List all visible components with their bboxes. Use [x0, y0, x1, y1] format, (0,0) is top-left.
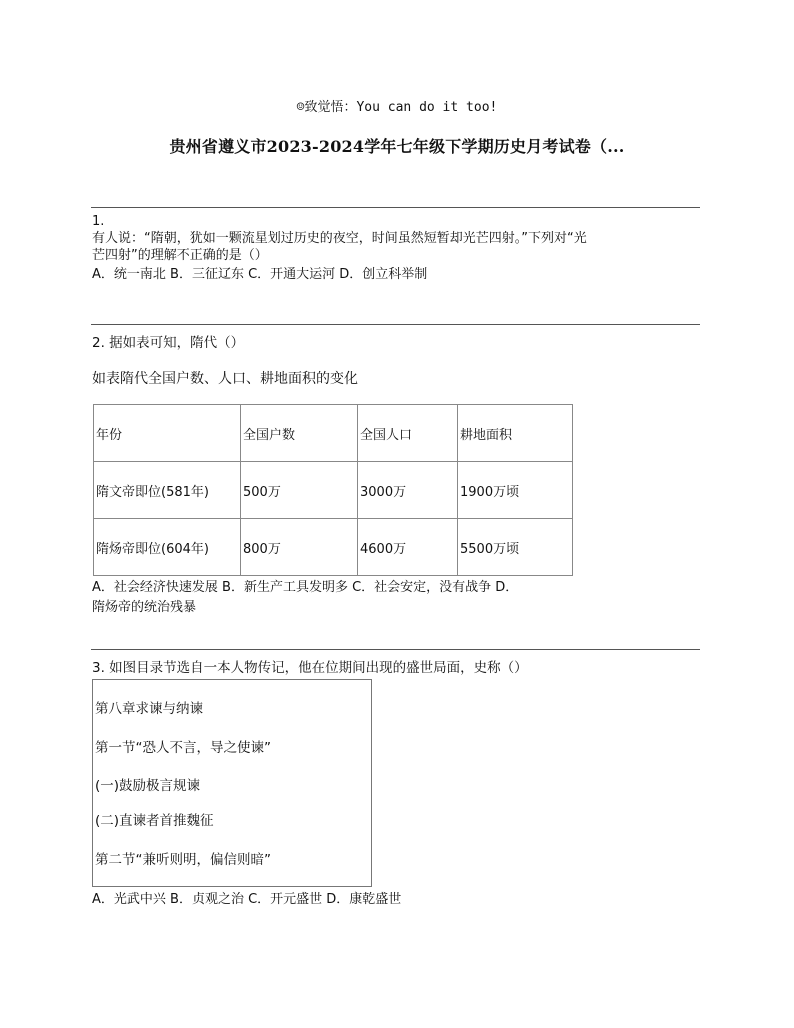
question-divider	[91, 207, 700, 208]
table-cell: 1900万顷	[458, 462, 573, 519]
table-cell: 800万	[241, 519, 358, 576]
toc-line: 第一节“恐人不言，导之使谏”	[95, 740, 271, 756]
page-header-motto: ☺致觉悟：You can do it too!	[296, 100, 498, 115]
table-header-cell: 耕地面积	[458, 405, 573, 462]
table-row	[94, 462, 573, 519]
table-caption: 如表隋代全国户数、人口、耕地面积的变化	[92, 371, 358, 387]
table-of-contents-excerpt	[92, 679, 372, 887]
question-1	[92, 213, 700, 283]
table-row	[94, 519, 573, 576]
table-cell: 500万	[241, 462, 358, 519]
table-cell: 隋炀帝即位(604年)	[94, 519, 241, 576]
toc-line: (一)鼓励极言规谏	[95, 778, 201, 794]
table-header-cell: 全国人口	[358, 405, 458, 462]
question-stem: 有人说：“隋朝，犹如一颗流星划过历史的夜空，时间虽然短暂却光芒四射。”下列对“光	[92, 231, 587, 246]
question-divider	[91, 649, 700, 650]
answer-options	[92, 578, 592, 618]
data-table	[93, 404, 573, 576]
table-header-cell: 年份	[94, 405, 241, 462]
toc-line: (二)直谏者首推魏征	[95, 813, 214, 829]
answer-options: A．光武中兴 B．贞观之治 C．开元盛世 D．康乾盛世	[92, 892, 402, 907]
question-3-stem: 3. 如图目录节选自一本人物传记，他在位期间出现的盛世局面，史称（）	[92, 660, 528, 676]
question-number: 1.	[92, 214, 105, 229]
table-cell: 4600万	[358, 519, 458, 576]
table-cell: 隋文帝即位(581年)	[94, 462, 241, 519]
answer-options-line: 隋炀帝的统治残暴	[92, 600, 197, 615]
table-cell: 3000万	[358, 462, 458, 519]
answer-options: A．统一南北 B．三征辽东 C．开通大运河 D．创立科举制	[92, 267, 428, 282]
answer-options-line: A．社会经济快速发展 B．新生产工具发明多 C．社会安定，没有战争 D．	[92, 580, 519, 595]
question-divider	[91, 324, 700, 325]
question-stem-continued: 芒四射”的理解不正确的是（）	[92, 248, 268, 263]
table-cell: 5500万顷	[458, 519, 573, 576]
toc-line: 第二节“兼听则明，偏信则暗”	[95, 852, 271, 868]
table-header-cell: 全国户数	[241, 405, 358, 462]
question-2-stem: 2. 据如表可知，隋代（）	[92, 335, 245, 351]
document-title: 贵州省遵义市2023-2024学年七年级下学期历史月考试卷（...	[169, 137, 625, 156]
toc-line: 第八章求谏与纳谏	[95, 701, 203, 717]
table-header-row	[94, 405, 573, 462]
